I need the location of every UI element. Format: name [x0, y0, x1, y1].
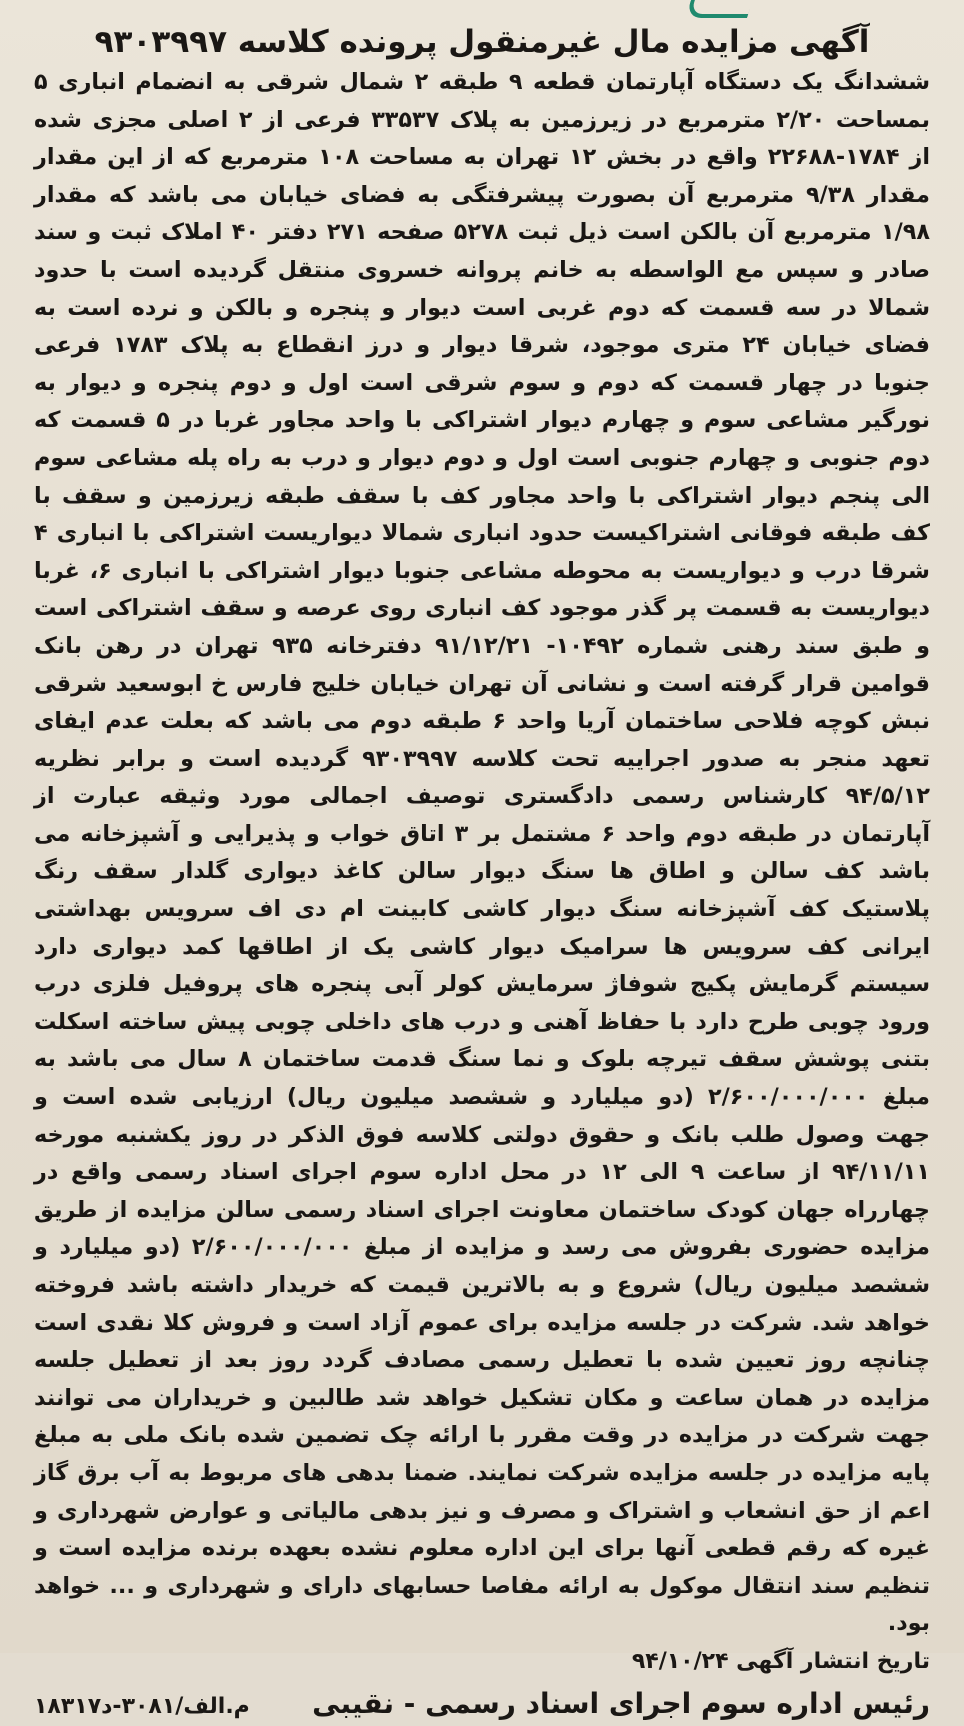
notice-body: ششدانگ یک دستگاه آپارتمان قطعه ۹ طبقه ۲ شمال شرقی به انضمام انباری ۵ بمساحت ۲/۲۰ مترمربع در زیرزمین به پلاک ۳۳۵۳۷ فرعی از ۲ اصلی مجزی شده از ۱۷۸۴-۲۲۶۸۸ واقع در بخش ۱۲ تهران به مساحت ۱۰۸ مترمربع که از این مقدار مقدار ۹/۳۸ مترمربع آن بصورت پیشرفتگی به فضای خیابان می باشد که مقدار ۱/۹۸ مترمربع آن بالکن است ذیل ثبت ۵۲۷۸ صفحه ۲۷۱ دفتر ۴۰ املاک ثبت و سند صادر و سپس مع الواسطه به خانم پروانه خسروی منتقل گردیده است با حدود شمالا در سه قسمت که دوم غربی است دیوار و پنجره و بالکن و نرده است به فضای خیابان ۲۴ متری موجود، شرقا دیوار و درز انقطاع به پلاک ۱۷۸۳ فرعی جنوبا در چهار قسمت که دوم و سوم شرقی است اول و دوم پنجره و دیوار به نورگیر مشاعی سوم و چهارم دیوار اشتراکی با واحد مجاور غربا در ۵ قسمت که دوم جنوبی و چهارم جنوبی است اول و دوم دیوار و درب به راه پله مشاعی سوم الی پنجم دیوار اشتراکی با واحد مجاور کف با سقف طبقه زیرزمین و سقف با کف طبقه فوقانی اشتراکیست حدود انباری شمالا دیواریست اشتراکی با انباری ۴ شرقا درب و دیواریست به محوطه مشاعی جنوبا دیوار اشتراکی با انباری ۶، غربا دیواریست به قسمت پر گذر موجود کف انباری روی عرصه و سقف اشتراکی است و طبق سند رهنی شماره ۱۰۴۹۲- ۹۱/۱۲/۲۱ دفترخانه ۹۳۵ تهران در رهن بانک قوامین قرار گرفته است و نشانی آن تهران خیابان خلیج فارس خ ابوسعید شرقی نبش کوچه فلاحی ساختمان آریا واحد ۶ طبقه دوم می باشد که بعلت عدم ایفای تعهد منجر به صدور اجراییه تحت کلاسه ۹۳۰۳۹۹۷ گردیده است و برابر نظریه ۹۴/۵/۱۲ کارشناس رسمی دادگستری توصیف اجمالی مورد وثیقه عبارت از آپارتمان در طبقه دوم واحد ۶ مشتمل بر ۳ اتاق خواب و پذیرایی و آشپزخانه می باشد کف سالن و اطاق ها سنگ دیوار سالن کاغذ دیواری گلدار سقف رنگ پلاستیک کف آشپزخانه سنگ دیوار کاشی کابینت ام دی اف سرویس بهداشتی ایرانی کف سرویس ها سرامیک دیوار کاشی یک از اطاقها کمد دیواری دارد سیستم گرمایش پکیج شوفاژ سرمایش کولر آبی پنجره های پروفیل فلزی درب ورود چوبی طرح دارد با حفاظ آهنی و درب های داخلی چوبی پیش ساخته اسکلت بتنی پوشش سقف تیرچه بلوک و نما سنگ قدمت ساختمان ۸ سال می باشد به مبلغ ۲/۶۰۰/۰۰۰/۰۰۰ (دو میلیارد و ششصد میلیون ریال) ارزیابی شده است و جهت وصول طلب بانک و حقوق دولتی کلاسه فوق الذکر در روز یکشنبه مورخه ۹۴/۱۱/۱۱ از ساعت ۹ الی ۱۲ در محل اداره سوم اجرای اسناد رسمی واقع در چهارراه جهان کودک ساختمان معاونت اجرای اسناد رسمی سالن مزایده از طریق مزایده حضوری بفروش می رسد و مزایده از مبلغ ۲/۶۰۰/۰۰۰/۰۰۰ (دو میلیارد و ششصد میلیون ریال) شروع و به بالاترین قیمت که خریدار داشته باشد فروخته خواهد شد. شرکت در جلسه مزایده برای عموم آزاد است و فروش کلا نقدی است چنانچه روز تعیین شده با تعطیل رسمی مصادف گردد روز بعد از تعطیل جلسه مزایده در همان ساعت و مکان تشکیل خواهد شد طالبین و خریداران می توانند جهت شرکت در مزایده در وقت مقرر با ارائه چک تضمین شده بانک ملی به مبلغ پایه مزایده در جلسه مزایده شرکت نمایند. ضمنا بدهی های مربوط به آب برق گاز اعم از حق انشعاب و اشتراک و مصرف و نیز بدهی مالیاتی و عوارض شهرداری و غیره که رقم قطعی آنها برای این اداره معلوم نشده بعهده برنده مزایده است و تنظیم سند انتقال موکول به ارائه مفاصا حسابهای دارای و شهرداری و ... خواهد بود. [34, 69, 931, 1637]
signature-row [34, 1685, 930, 1726]
signature: رئیس اداره سوم اجرای اسناد رسمی - نقیبی [312, 1686, 930, 1720]
green-checkmark-icon [685, 0, 753, 18]
reference-code: ۱۸۳۱۷م.الف/۳۰۸۱-د [34, 1693, 250, 1719]
notice-title: آگهی مزایده مال غیرمنقول پرونده کلاسه ۹۳۰۳۹۹۷ [94, 24, 870, 60]
publish-date: تاریخ انتشار آگهی ۹۴/۱۰/۲۴ [631, 1648, 930, 1674]
